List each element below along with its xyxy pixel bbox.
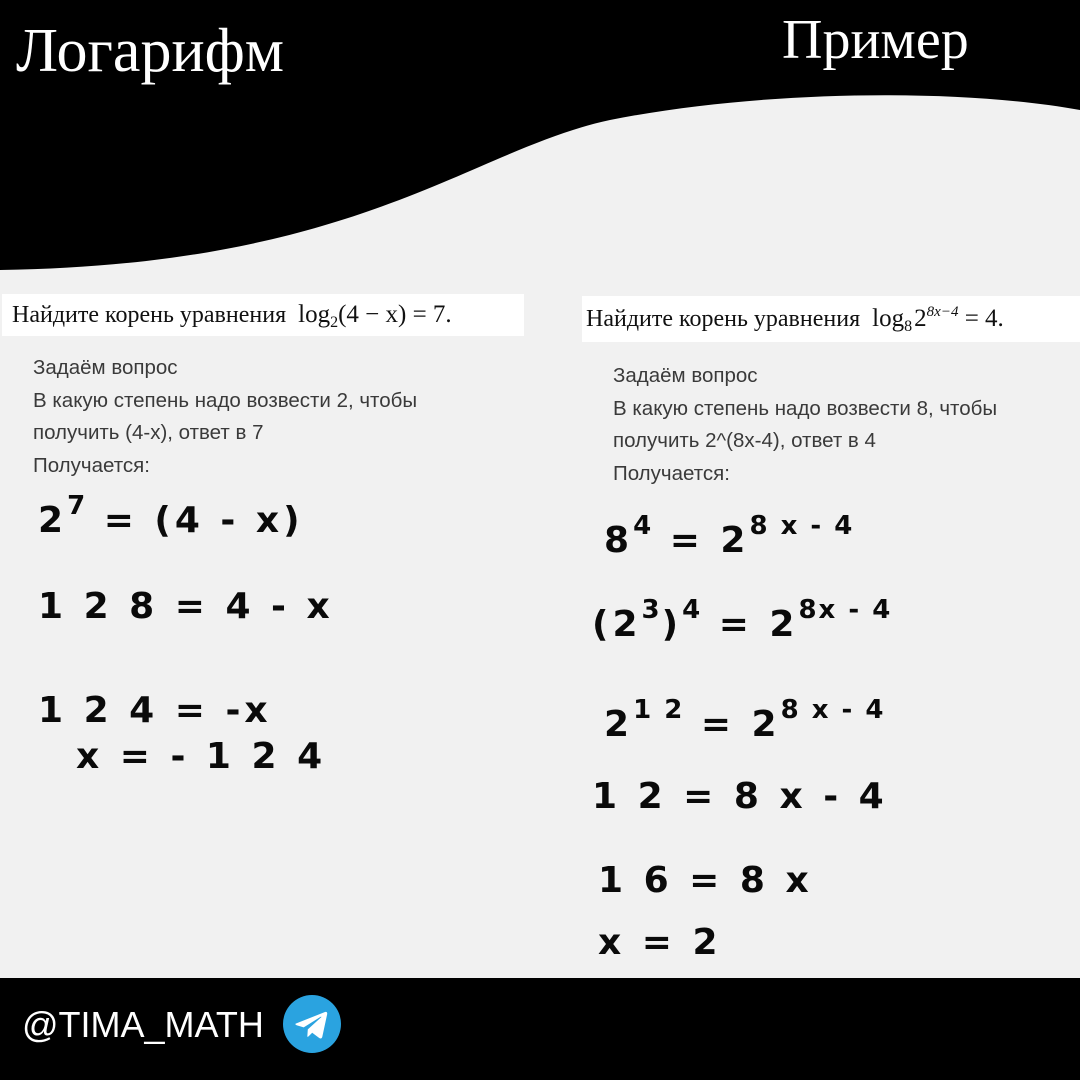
section-title: Пример	[782, 9, 969, 71]
explanation-line: Получается:	[613, 461, 730, 485]
task-text: Найдите корень уравнения	[586, 305, 861, 332]
handwritten-step: x = - 1 2 4	[76, 736, 327, 777]
channel-handle[interactable]: @TIMA_MATH	[22, 1004, 264, 1045]
page-title: Логарифм	[16, 17, 285, 85]
handwritten-step: 1 2 = 8 x - 4	[592, 776, 888, 817]
task-statement-left	[2, 294, 524, 336]
handwritten-step: 1 2 4 = -x	[38, 690, 272, 731]
task-statement-right	[582, 296, 1080, 342]
explanation-line: Получается:	[33, 453, 150, 477]
handwritten-step: 1 6 = 8 x	[598, 860, 813, 901]
handwritten-step: $(2^3)^4 = 2^{8x - 4}$	[592, 595, 893, 645]
explanation-right	[613, 360, 997, 490]
explanation-line: Задаём вопрос	[33, 356, 178, 379]
explanation-line: получить 2^(8x-4), ответ в 4	[613, 429, 876, 452]
handwritten-step: $8^4 = 2^{8 x - 4}$	[604, 511, 855, 561]
explanation-line: получить (4-x), ответ в 7	[33, 421, 264, 444]
explanation-line: Задаём вопрос	[613, 364, 758, 387]
explanation-left	[33, 352, 417, 482]
handwritten-step: $2^{1 2} = 2^{8 x - 4}$	[604, 695, 886, 745]
handwritten-step: 1 2 8 = 4 - x	[38, 586, 334, 627]
explanation-line: В какую степень надо возвести 8, чтобы	[613, 396, 998, 420]
telegram-icon[interactable]	[283, 995, 341, 1053]
explanation-line: В какую степень надо возвести 2, чтобы	[33, 388, 418, 412]
task-text: Найдите корень уравнения	[12, 301, 287, 328]
footer-bar	[0, 978, 1080, 1080]
task-equation: $\log_8$ $2^{8x-4} = 4$.	[872, 304, 1004, 335]
handwritten-step: x = 2	[598, 922, 722, 963]
handwritten-step: $2^7 = (4 - x)$	[38, 491, 304, 541]
task-equation: $\log_2(4 - x) = 7$.	[298, 301, 452, 331]
